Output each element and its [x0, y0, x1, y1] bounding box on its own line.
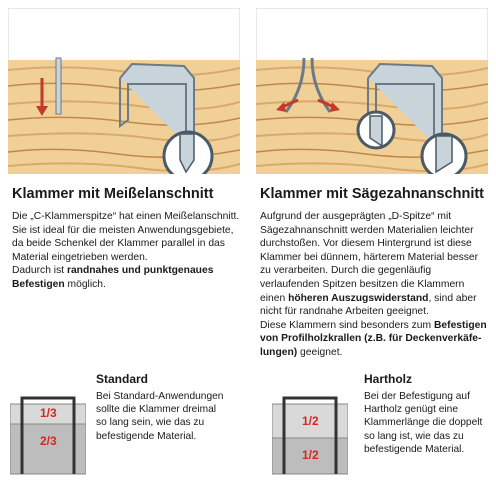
sawtooth-title: Klammer mit Sägezahnanschnitt	[260, 186, 484, 202]
sawtooth-staple-illustration	[256, 8, 488, 174]
standard-fraction-bottom: 2/3	[40, 434, 57, 448]
hartholz-line: befestigende Material.	[364, 443, 465, 455]
chisel-staple-illustration	[8, 8, 240, 174]
hartholz-description	[364, 390, 482, 456]
chisel-description	[12, 210, 240, 292]
standard-fraction-top: 1/3	[40, 406, 57, 420]
sawtooth-paragraph-2: Diese Klammern sind besonders zum Befestigen von Profilholzkrallen (z.B. für Deckenverkäfelungen) geeignet.	[260, 319, 487, 358]
sawtooth-description	[260, 210, 490, 360]
chisel-paragraph-1: Die „C-Klammerspitze“ hat einen Meißelanschnitt. Sie ist ideal für die meisten Anwendungsgebiete, da beide Schenkel der Klammer parallel in das Material eingetrieben werden.	[12, 211, 240, 263]
hartholz-diagram	[272, 392, 348, 481]
hartholz-fraction-top: 1/2	[302, 414, 319, 428]
standard-line: sollte die Klammer dreimal	[96, 404, 217, 416]
standard-title: Standard	[96, 372, 149, 386]
hartholz-title: Hartholz	[364, 372, 412, 386]
standard-description	[96, 390, 223, 443]
standard-line: befestigende Material.	[96, 430, 197, 442]
standard-diagram	[10, 392, 86, 481]
standard-line: so lang sein, wie das zu	[96, 417, 205, 429]
chisel-paragraph-2: Dadurch ist randnahes und punktgenaues Befestigen möglich.	[12, 265, 214, 290]
sawtooth-paragraph-1: Aufgrund der ausgeprägten „D-Spitze“ mit Sägezahnanschnitt werden Materialien leichter durchstoßen. Vor diesem Hintergrund ist diese Klammer bei dünnem, härterem Material besser zu verarbeiten. Durch die gegenläufig verlaufenden Spitzen besitzen die Klammern einen höheren Auszugswiderstand, sind aber nicht für randnahe Arbeiten geeignet.	[260, 211, 479, 318]
hartholz-line: Hartholz genügt eine	[364, 404, 459, 416]
chisel-title: Klammer mit Meißelanschnitt	[12, 186, 214, 202]
standard-line: Bei Standard-Anwendungen	[96, 391, 224, 402]
hartholz-fraction-bottom: 1/2	[302, 448, 319, 462]
hartholz-line: Bei der Befestigung auf	[364, 391, 470, 402]
hartholz-line: Klammerlänge die doppelt	[364, 417, 483, 429]
hartholz-line: so lang ist, wie das zu	[364, 430, 464, 442]
